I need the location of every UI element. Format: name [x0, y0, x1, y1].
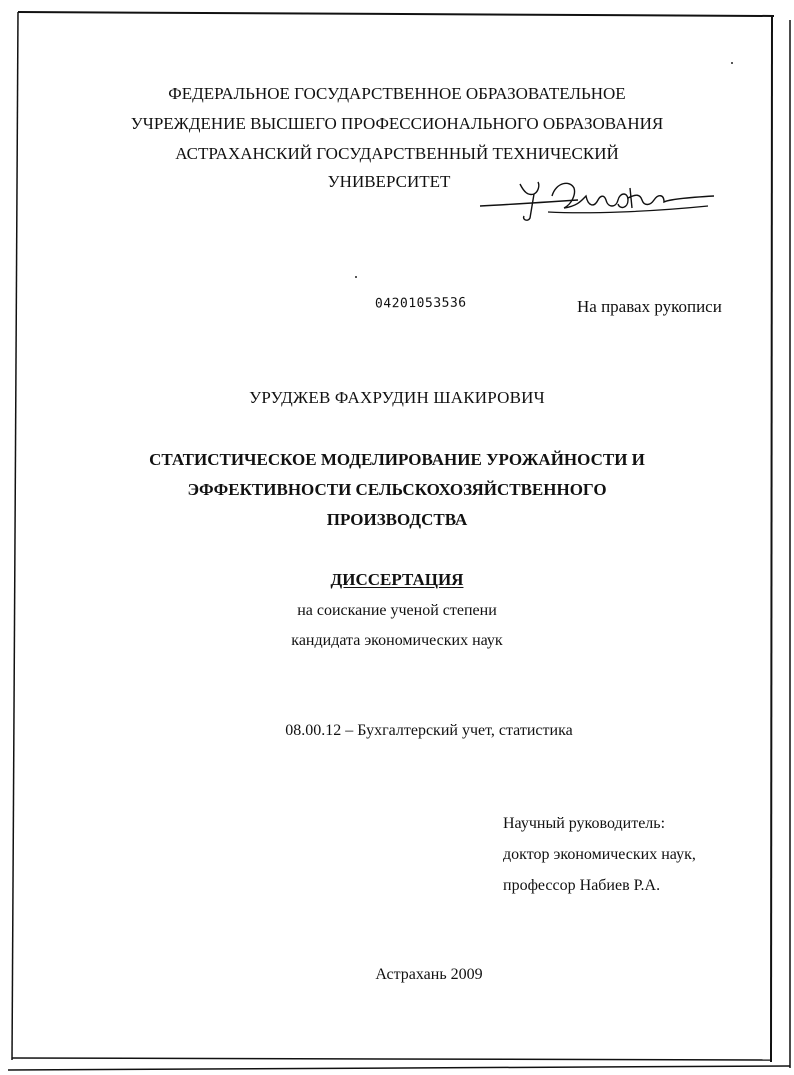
- handwritten-signature: [478, 178, 718, 228]
- document-type: ДИССЕРТАЦИЯ: [330, 570, 464, 589]
- institution-line-3: АСТРАХАНСКИЙ ГОСУДАРСТВЕННЫЙ ТЕХНИЧЕСКИЙ: [175, 144, 619, 163]
- dissertation-title-line-2: ЭФФЕКТИВНОСТИ СЕЛЬСКОХОЗЯЙСТВЕННОГО: [187, 480, 607, 499]
- city-year: Астрахань 2009: [375, 966, 483, 983]
- degree-line-2: кандидата экономических наук: [291, 632, 503, 649]
- supervisor-name: профессор Набиев Р.А.: [503, 877, 661, 894]
- degree-line-1: на соискание ученой степени: [297, 602, 497, 619]
- supervisor-label: Научный руководитель:: [503, 815, 666, 832]
- scan-dot: [355, 276, 357, 278]
- institution-line-1: ФЕДЕРАЛЬНОЕ ГОСУДАРСТВЕННОЕ ОБРАЗОВАТЕЛЬНОЕ: [168, 84, 626, 103]
- supervisor-degree: доктор экономических наук,: [503, 846, 696, 863]
- manuscript-rights-note: На правах рукописи: [577, 297, 722, 316]
- institution-line-2: УЧРЕЖДЕНИЕ ВЫСШЕГО ПРОФЕССИОНАЛЬНОГО ОБРАЗОВАНИЯ: [130, 114, 664, 133]
- dissertation-title-line-3: ПРОИЗВОДСТВА: [326, 510, 468, 529]
- scan-dot: [731, 62, 733, 64]
- dissertation-title-line-1: СТАТИСТИЧЕСКОЕ МОДЕЛИРОВАНИЕ УРОЖАЙНОСТИ И: [149, 450, 645, 469]
- institution-line-4: УНИВЕРСИТЕТ: [327, 172, 451, 191]
- registration-number: 04201053536: [374, 295, 467, 312]
- specialty-code: 08.00.12 – Бухгалтерский учет, статистика: [285, 722, 573, 739]
- author-name: УРУДЖЕВ ФАХРУДИН ШАКИРОВИЧ: [249, 388, 545, 407]
